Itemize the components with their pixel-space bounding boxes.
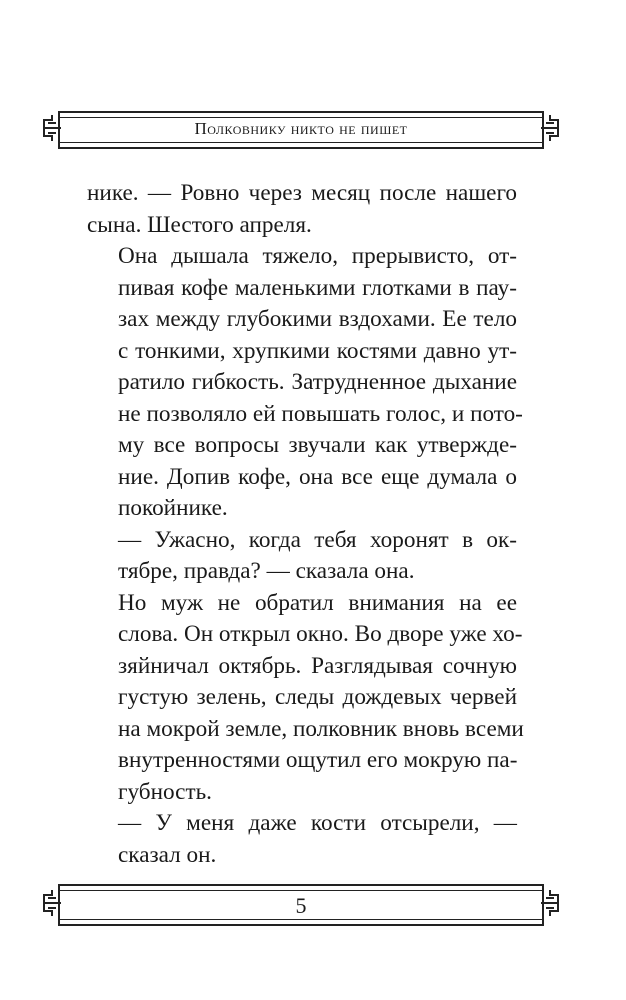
running-header-frame — [58, 111, 544, 149]
text-line: густую зелень, следы дождевых червей — [118, 684, 517, 710]
footer-inner-rule-top — [58, 890, 544, 891]
paragraph-1 — [87, 178, 517, 241]
page-number-frame — [58, 884, 544, 926]
text-line: ратило гибкость. Затрудненное дыхание — [118, 369, 517, 395]
footer-right-ornament-icon — [540, 886, 562, 920]
text-line: му все вопросы звучали как утвержде- — [118, 432, 517, 458]
paragraph-3 — [87, 525, 517, 588]
body-text — [87, 178, 524, 871]
header-right-ornament-icon — [540, 111, 562, 145]
text-line: сказал он. — [118, 841, 217, 868]
text-line: нике. — Ровно через месяц после нашего — [87, 180, 517, 206]
header-inner-rule-top — [58, 117, 544, 118]
footer-inner-rule-bottom — [58, 919, 544, 920]
text-line: — Ужасно, когда тебя хоронят в ок- — [118, 526, 517, 553]
header-inner-rule-bottom — [58, 142, 544, 143]
header-left-ornament-icon — [40, 111, 62, 145]
running-title: Полковнику никто не пишет — [194, 119, 408, 138]
text-line: не позволяло ей повышать голос, и пото- — [118, 400, 523, 427]
paragraph-5 — [87, 808, 517, 871]
text-line: — У меня даже кости отсырели, — — [118, 810, 517, 836]
text-line: тябре, правда? — сказала она. — [118, 558, 415, 584]
text-line: на мокрой земле, полковник вновь всеми — [118, 715, 524, 742]
footer-left-ornament-icon — [40, 886, 62, 920]
text-line: ние. Допив кофе, она все еще думала о — [118, 463, 517, 490]
text-line: губность. — [118, 778, 212, 805]
paragraph-4 — [87, 588, 524, 809]
text-line: покойнике. — [118, 495, 228, 521]
paragraph-2 — [87, 241, 523, 525]
text-line: Но муж не обратил внимания на ее — [118, 589, 517, 616]
text-line: Она дышала тяжело, прерывисто, от- — [118, 243, 517, 269]
text-line: зяйничал октябрь. Разглядывая сочную — [118, 652, 517, 679]
page-number: 5 — [295, 893, 307, 918]
text-line: зах между глубокими вздохами. Ее тело — [118, 306, 517, 332]
text-line: пивая кофе маленькими глотками в пау- — [118, 274, 517, 301]
text-line: слова. Он открыл окно. Во дворе уже хо- — [118, 621, 523, 647]
text-line: с тонкими, хрупкими костями давно ут- — [118, 337, 517, 364]
text-line: сына. Шестого апреля. — [87, 211, 312, 238]
text-line: внутренностями ощутил его мокрую па- — [118, 747, 518, 773]
